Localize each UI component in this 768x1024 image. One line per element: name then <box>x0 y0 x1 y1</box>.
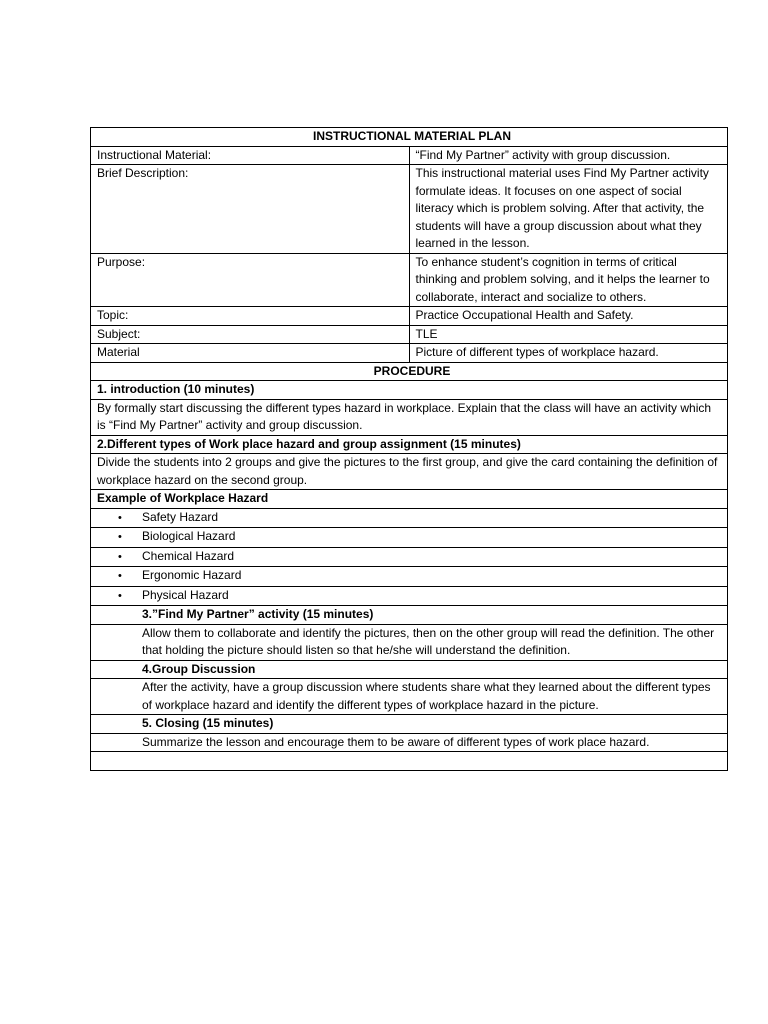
step5-title: 5. Closing (15 minutes) <box>91 715 728 734</box>
hazard-label: Ergonomic Hazard <box>142 568 242 582</box>
material-label: Instructional Material: <box>91 146 410 165</box>
hazard-label: Safety Hazard <box>142 509 219 524</box>
step1-text: By formally start discussing the different types hazard in workplace. Explain that the class will have an activity which is “Find My Partner” activity and group discussion. <box>91 399 728 435</box>
step2-text: Divide the students into 2 groups and give the pictures to the first group, and give the card containing the definition of workplace hazard on the second group. <box>91 454 728 490</box>
hazard-label: Physical Hazard <box>142 587 229 602</box>
purpose-value: To enhance student’s cognition in terms of critical thinking and problem solving, and it helps the learner to collaborate, interact and socialize to others. <box>409 253 728 307</box>
step1-title: 1. introduction (10 minutes) <box>91 381 728 400</box>
hazard-list-item <box>91 567 728 587</box>
empty-row <box>91 752 728 771</box>
hazard-list-item <box>91 528 728 548</box>
bullet-icon: • <box>118 550 122 563</box>
step3-text: Allow them to collaborate and identify the pictures, then on the other group will read the definition. The other that holding the picture should listen so that he/she will understand the definition. <box>91 624 728 660</box>
hazard-label: Biological Hazard <box>142 529 236 543</box>
material-value: “Find My Partner” activity with group discussion. <box>409 146 728 165</box>
hazard-list-item <box>91 547 728 567</box>
hazard-list-item <box>91 508 728 528</box>
step2-title: 2.Different types of Work place hazard and group assignment (15 minutes) <box>91 435 728 454</box>
material2-value: Picture of different types of workplace hazard. <box>409 344 728 363</box>
subject-value: TLE <box>409 325 728 344</box>
step5-text: Summarize the lesson and encourage them to be aware of different types of work place hazard. <box>91 733 728 752</box>
instructional-material-plan-table <box>90 127 728 771</box>
bullet-icon: • <box>118 511 122 524</box>
description-value: This instructional material uses Find My Partner activity formulate ideas. It focuses on one aspect of social literacy which is problem solving. After that activity, the students will have a group discussion about what they learned in the lesson. <box>409 165 728 254</box>
step3-title: 3.”Find My Partner” activity (15 minutes) <box>91 606 728 625</box>
topic-value: Practice Occupational Health and Safety. <box>409 307 728 326</box>
hazard-list-item <box>91 586 728 606</box>
material2-label: Material <box>91 344 410 363</box>
hazard-label: Chemical Hazard <box>142 548 235 563</box>
step4-text: After the activity, have a group discussion where students share what they learned about the different types of workplace hazard and identify the different types of workplace hazard in the picture. <box>91 679 728 715</box>
hazards-title: Example of Workplace Hazard <box>91 490 728 509</box>
plan-title: INSTRUCTIONAL MATERIAL PLAN <box>91 128 728 147</box>
description-label: Brief Description: <box>91 165 410 254</box>
purpose-label: Purpose: <box>91 253 410 307</box>
procedure-heading: PROCEDURE <box>91 362 728 381</box>
bullet-icon: • <box>118 589 122 602</box>
step4-title: 4.Group Discussion <box>91 660 728 679</box>
bullet-icon: • <box>118 531 122 543</box>
topic-label: Topic: <box>91 307 410 326</box>
bullet-icon: • <box>118 570 122 582</box>
subject-label: Subject: <box>91 325 410 344</box>
